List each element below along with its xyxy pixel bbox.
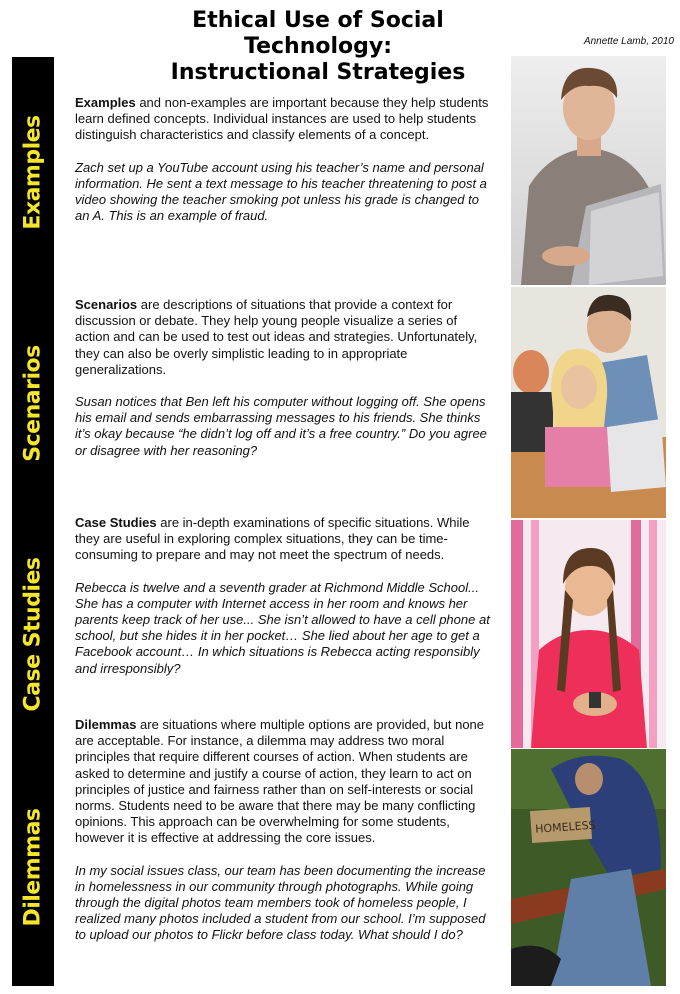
sidebar-label-scenarios: Scenarios (20, 344, 46, 462)
section-intro-text: are situations where multiple options are provided, but none are acceptable. For instance, a dilemma may address two moral principles that require different courses of action. When students are asked to determine and justify a course of action, they learn to act on principles of justice and fairness rather than on self-interests or social norms. Students need to be aware that there may be many conflicting opinions. This approach can be overwhelming for some students, however it is effective at addressing the core issues. (75, 717, 485, 846)
section-intro-text: are in-depth examinations of specific situations. While they are useful in exploring complex situations, they can be time-consuming to prepare and may not meet the spectrum of needs. (75, 515, 470, 563)
section-case: Rebecca is twelve and a seventh grader at Richmond Middle School... She has a computer with Internet access in her room and knows her parents keep track of her use... She isn’t allowed to have a cell phone at school, but she hides it in her pocket… She lied about her age to get a Facebook account… In which situations is Rebecca acting responsibly and irresponsibly? (75, 579, 490, 676)
section-intro (75, 297, 495, 378)
photo-girl-phone (511, 520, 666, 748)
section-intro-text: are descriptions of situations that provide a context for discussion or debate. They help young people visualize a series of action and can be used to test out ideas and strategies. Unfortunately, they can also be overly simplistic leading to in appropriate generalizations. (75, 297, 478, 377)
section-term: Dilemmas (75, 717, 137, 732)
section-intro (75, 515, 495, 564)
section-term: Scenarios (75, 297, 138, 312)
title-line-1: Ethical Use of Social Technology: (192, 8, 444, 59)
section-scenarios (75, 297, 495, 459)
section-case: In my social issues class, our team has been documenting the increase in homelessness in our community through photographs. While going through the digital photos team members took of homeless people, I realized many photos included a student from our school. I’m supposed to upload our photos to Flickr before class today. What should I do? (75, 862, 486, 943)
section-term: Examples (75, 95, 136, 110)
sidebar-label-case-studies: Case Studies (20, 557, 46, 711)
section-term: Case Studies (75, 515, 157, 530)
photo-homeless-sign (511, 749, 666, 986)
section-case: Susan notices that Ben left his computer without logging off. She opens his email and sends embarrassing messages to his friends. She thinks it’s okay because “he didn’t log off and it’s a free country.” Do you agree or disagree with her reasoning? (75, 394, 487, 458)
sidebar-label-dilemmas: Dilemmas (20, 808, 46, 927)
section-dilemmas (75, 717, 495, 944)
section-examples (75, 95, 495, 224)
photo-students-computer (511, 287, 666, 518)
sign-text: HOMELESS (534, 818, 596, 836)
section-intro-text: and non-examples are important because they help students learn defined concepts. Individual instances are used to help students distinguish characteristics and classify elements of a concept. (75, 95, 489, 143)
photo-boy-laptop (511, 56, 666, 285)
title-line-2: Instructional Strategies (170, 60, 466, 85)
section-intro (75, 717, 495, 847)
sidebar-label-examples: Examples (20, 114, 46, 230)
section-case: Zach set up a YouTube account using his teacher’s name and personal information. He sent a text message to his teacher threatening to post a video showing the teacher smoking pot unless his grade is changed to an A. This is an example of fraud. (75, 159, 487, 224)
section-intro (75, 95, 495, 144)
section-case-studies (75, 515, 495, 677)
page-title (120, 8, 516, 86)
author-credit: Annette Lamb, 2010 (583, 36, 674, 47)
